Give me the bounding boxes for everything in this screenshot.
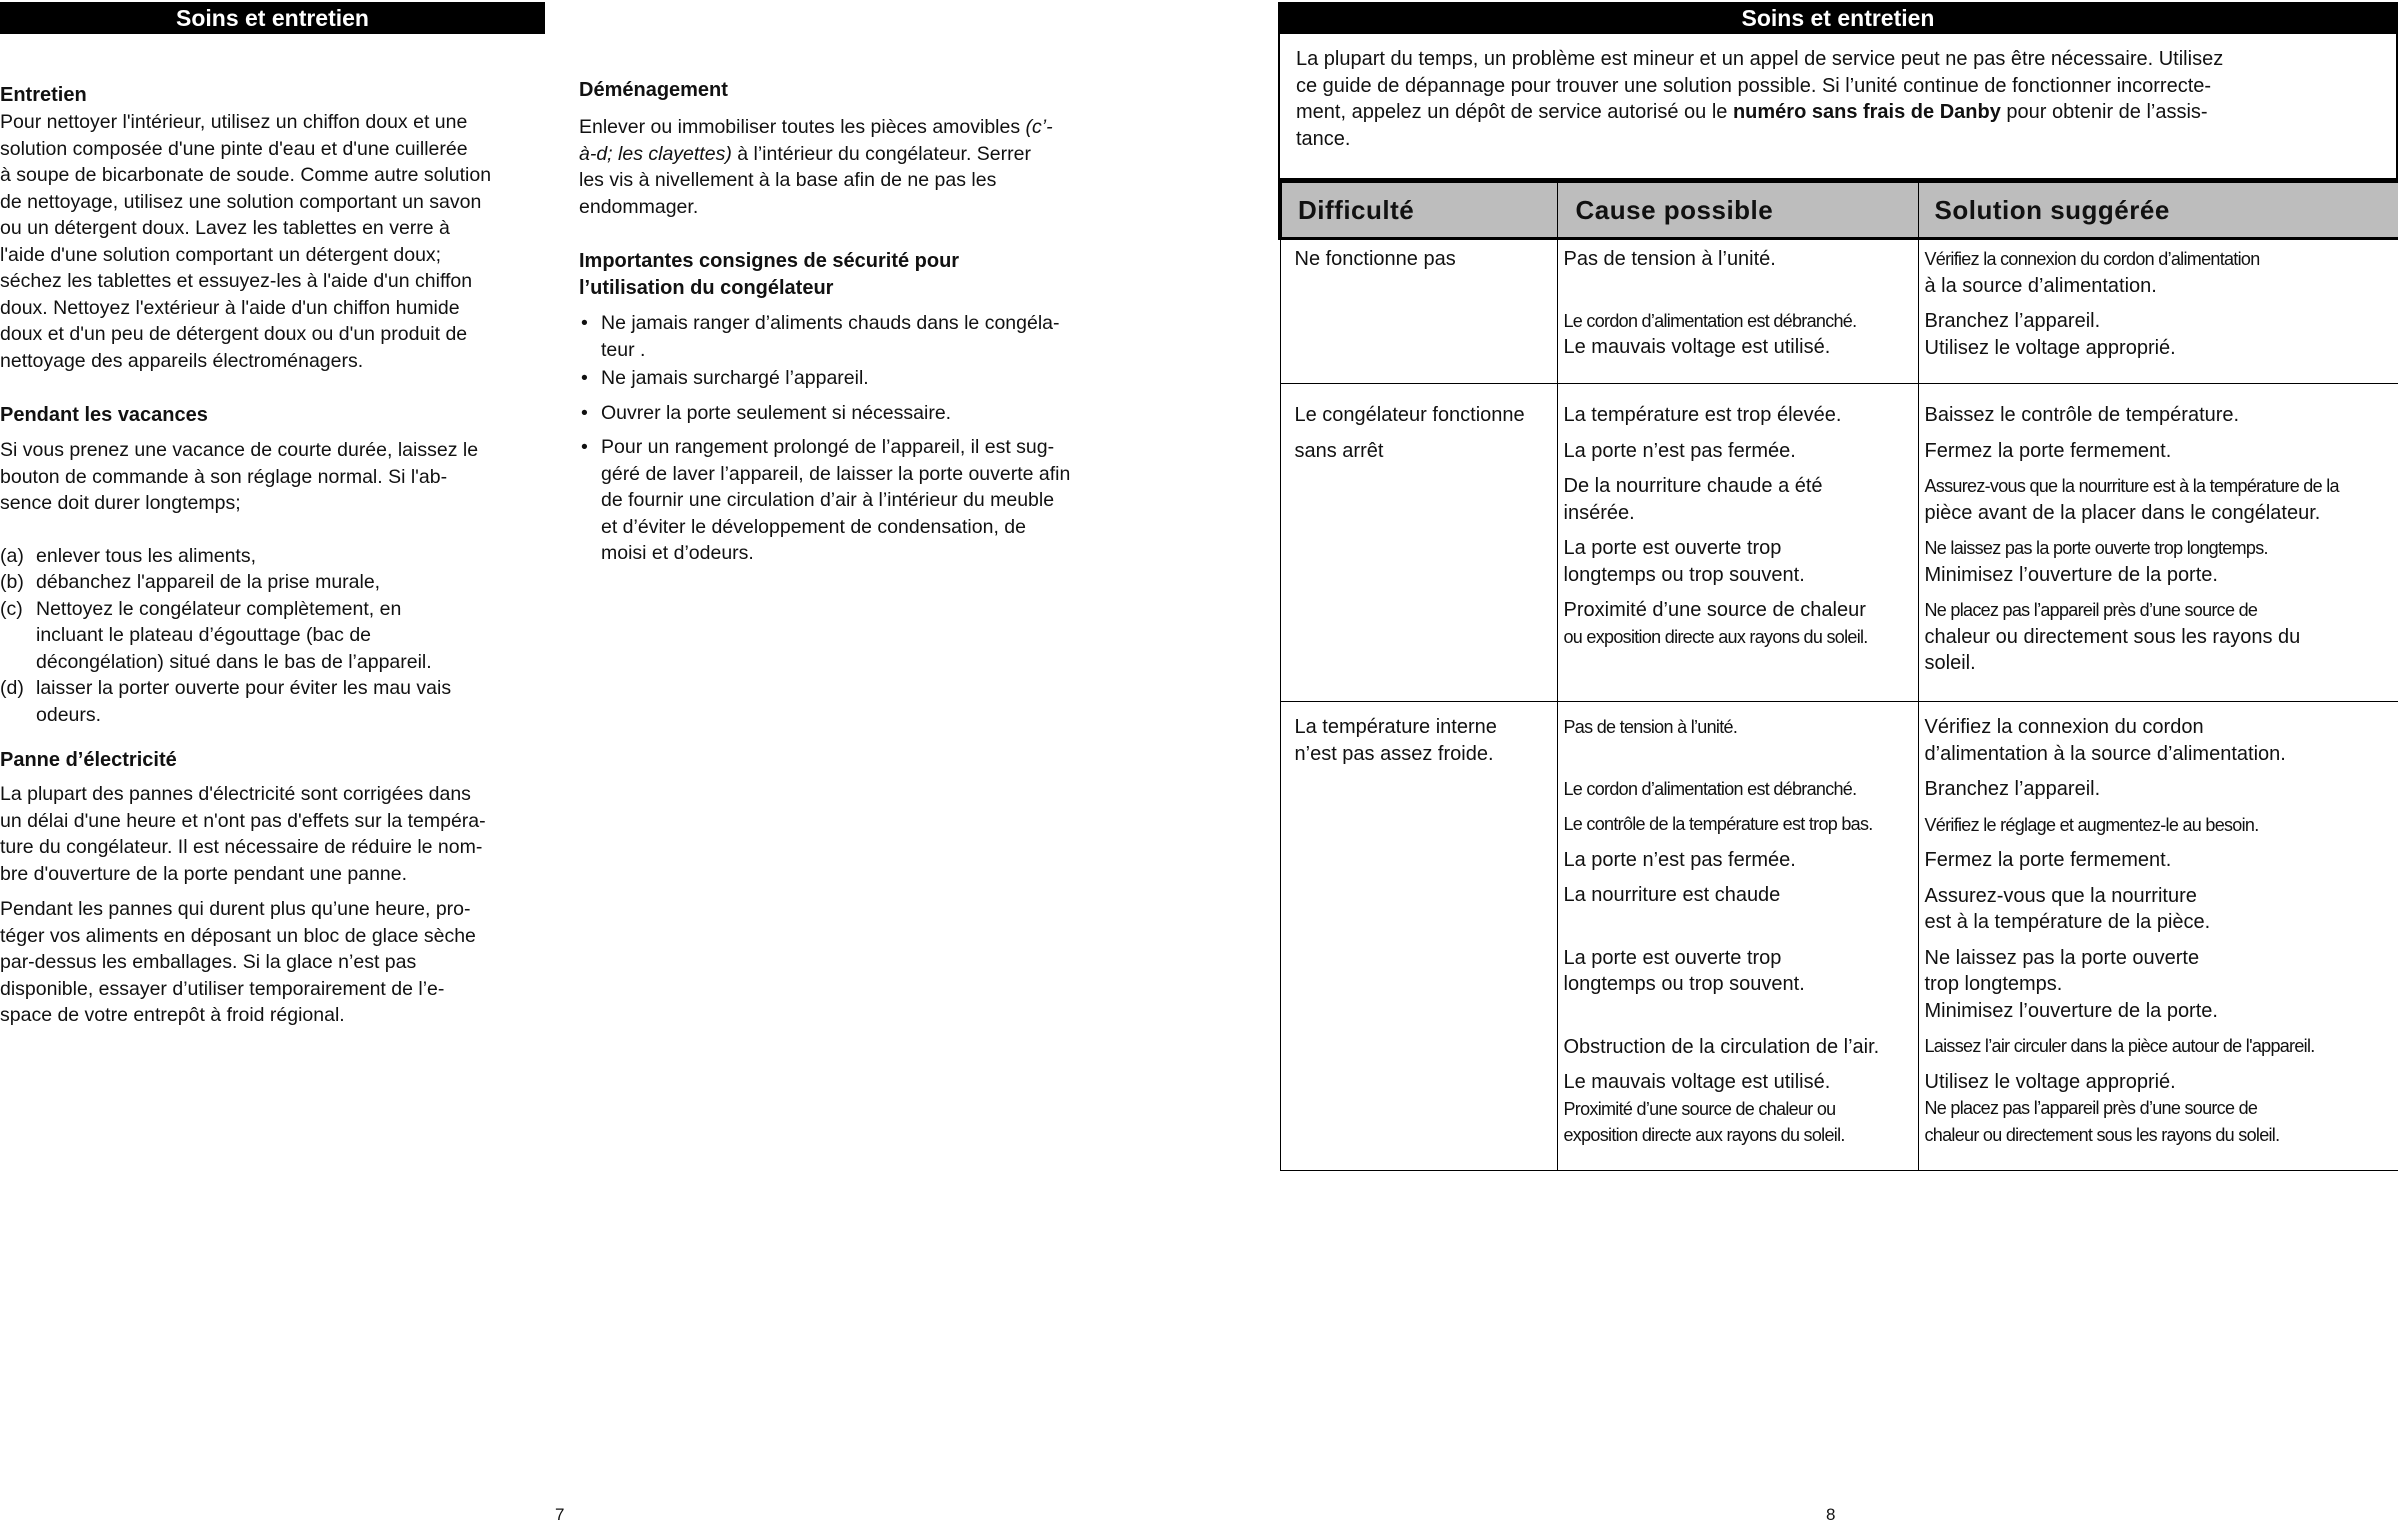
securite-title: Importantes consignes de sécurité pour (579, 250, 960, 272)
solution-cell: Baissez le contrôle de température. Fermez la porte fermement. Assurez-vous que la nourriture est à la température de la pièce avant de la placer dans le congélateur. Ne laissez pas la porte ouverte trop longtemps. Minimisez l’ouverture de la porte. Ne placez pas l’appareil près d’une source de chaleur ou directement sous les rayons du soleil. (1918, 384, 2398, 702)
intro-line: ce guide de dépannage pour trouver une solution possible. Si l’unité continue de fonctionner incorrecte- (1296, 74, 2212, 97)
list-item: (b) débanchez l'appareil de la prise murale, (0, 571, 381, 593)
page-number: 7 (555, 1505, 565, 1524)
column-header: Cause possible (1557, 182, 1918, 239)
intro-line: tance. (1296, 127, 1351, 150)
entretien-line: à soupe de bicarbonate de soude. Comme autre solution (0, 164, 492, 186)
table-row (1280, 239, 2398, 384)
demenagement-line: Enlever ou immobiliser toutes les pièces amovibles (c’- (579, 116, 1053, 138)
panne-line: Pendant les pannes qui durent plus qu’une heure, pro- (0, 898, 471, 920)
entretien-line: ou un détergent doux. Lavez les tablettes en verre à (0, 217, 450, 239)
table-row (1280, 384, 2398, 702)
list-item: • Ne jamais surchargé l’appareil. (579, 365, 1124, 392)
entretien-line: nettoyage des appareils électroménagers. (0, 349, 364, 372)
left-page-header: Soins et entretien (0, 2, 545, 34)
vacances-line: sence doit durer longtemps; (0, 492, 241, 514)
panne-line: ture du congélateur. Il est nécessaire de réduire le nom- (0, 836, 483, 858)
panne-title: Panne d’électricité (0, 749, 177, 771)
right-page-header: Soins et entretien (1278, 2, 2398, 34)
demenagement-title: Déménagement (579, 79, 728, 101)
list-item: (a) enlever tous les aliments, (0, 544, 257, 567)
vacances-list (0, 543, 570, 729)
entretien-line: solution composée d'une pinte d'eau et d'une cuillerée (0, 137, 468, 160)
intro-box (1278, 34, 2398, 180)
solution-cell: Vérifiez la connexion du cordon d’alimentation à la source d’alimentation. Branchez l’appareil. Utilisez le voltage approprié. (1918, 239, 2398, 384)
securite-list (579, 310, 1124, 567)
entretien-line: de nettoyage, utilisez une solution comportant un savon (0, 190, 482, 213)
vacances-line: bouton de commande à son réglage normal. Si l'ab- (0, 465, 448, 488)
entretien-line: Pour nettoyer l'intérieur, utilisez un chiffon doux et une (0, 111, 468, 133)
entretien-line: séchez les tablettes et essuyez-les à l'aide d'un chiffon (0, 270, 473, 292)
list-item: (c) Nettoyez le congélateur complètement, en incluant le plateau d’égouttage (bac de décongélation) situé dans le bas de l’appareil. (0, 597, 432, 673)
entretien-line: l'aide d'une solution comportant un détergent doux; (0, 243, 442, 266)
list-item: • Ouvrer la porte seulement si nécessaire. (579, 400, 1124, 427)
panne-line: La plupart des pannes d'électricité sont corrigées dans (0, 783, 471, 805)
page-number: 8 (1826, 1505, 1836, 1524)
list-item: • Ne jamais ranger d’aliments chauds dans le congéla- teur . (579, 310, 1124, 363)
panne-line: bre d'ouverture de la porte pendant une panne. (0, 862, 408, 885)
vacances-line: Si vous prenez une vacance de courte durée, laissez le (0, 439, 479, 461)
panne-line: un délai d'une heure et n'ont pas d'effets sur la tempéra- (0, 809, 486, 832)
entretien-line: doux et d'un peu de détergent doux ou d'un produit de (0, 323, 468, 345)
cause-cell: Pas de tension à l’unité. Le cordon d’alimentation est débranché. Le mauvais voltage est utilisé. (1557, 239, 1918, 384)
list-item: (d) laisser la porter ouverte pour éviter les mau vais odeurs. (0, 677, 452, 726)
troubleshooting-table (1278, 180, 2398, 1171)
list-item: • Pour un rangement prolongé de l’appareil, il est sug- géré de laver l’appareil, de laisser la porte ouverte afin de fournir une circulation d’air à l’intérieur du meuble et d’éviter le développement de condensation, de moisi et d’odeurs. (579, 434, 1121, 567)
difficulty-cell: Ne fonctionne pas (1280, 239, 1557, 384)
entretien-title: Entretien (0, 84, 87, 106)
solution-cell: Vérifiez la connexion du cordon d’alimentation à la source d’alimentation. Branchez l’appareil. Vérifiez le réglage et augmentez-le au besoin. Fermez la porte fermement. Assurez-vous que la nourriture est à la température de la pièce. Ne laissez pas la porte ouverte trop longtemps. Minimisez l’ouverture de la porte. Laissez l’air circuler dans la pièce autour de l'appareil. Utilisez le voltage approprié. Ne placez pas l’appareil près d’une source de chaleur ou directement sous les rayons du soleil. (1918, 702, 2398, 1171)
difficulty-cell: Le congélateur fonctionne sans arrêt (1280, 384, 1557, 702)
intro-line: La plupart du temps, un problème est mineur et un appel de service peut ne pas être nécessaire. Utilisez (1296, 48, 2224, 70)
vacances-title: Pendant les vacances (0, 404, 208, 426)
panne-line: téger vos aliments en déposant un bloc de glace sèche (0, 924, 476, 947)
column-header: Solution suggérée (1918, 182, 2398, 239)
demenagement-line: à-d; les clayettes) à l’intérieur du congélateur. Serrer (579, 142, 1031, 165)
right-column (579, 77, 1124, 575)
intro-line: ment, appelez un dépôt de service autorisé ou le numéro sans frais de Danby pour obtenir de l’assis- (1296, 101, 2208, 123)
demenagement-line: les vis à nivellement à la base afin de ne pas les (579, 169, 997, 191)
column-header: Difficulté (1280, 182, 1557, 239)
securite-title: l’utilisation du congélateur (579, 277, 834, 299)
panne-line: par-dessus les emballages. Si la glace n’est pas (0, 951, 417, 973)
difficulty-cell: La température interne n’est pas assez froide. (1280, 702, 1557, 1171)
cause-cell: La température est trop élevée. La porte n’est pas fermée. De la nourriture chaude a été insérée. La porte est ouverte trop longtemps ou trop souvent. Proximité d’une source de chaleur ou exposition directe aux rayons du soleil. (1557, 384, 1918, 702)
panne-line: disponible, essayer d’utiliser temporairement de l’e- (0, 977, 445, 1000)
entretien-line: doux. Nettoyez l'extérieur à l'aide d'un chiffon humide (0, 296, 460, 319)
demenagement-line: endommager. (579, 195, 699, 218)
left-column (0, 82, 570, 1029)
table-row (1280, 702, 2398, 1171)
cause-cell: Pas de tension à l’unité. Le cordon d’alimentation est débranché. Le contrôle de la température est trop bas. La porte n’est pas fermée. La nourriture est chaude La porte est ouverte trop longtemps ou trop souvent. Obstruction de la circulation de l’air. Le mauvais voltage est utilisé. Proximité d’une source de chaleur ou exposition directe aux rayons du soleil. (1557, 702, 1918, 1171)
panne-line: space de votre entrepôt à froid régional. (0, 1004, 345, 1026)
table-header-row (1280, 182, 2398, 239)
